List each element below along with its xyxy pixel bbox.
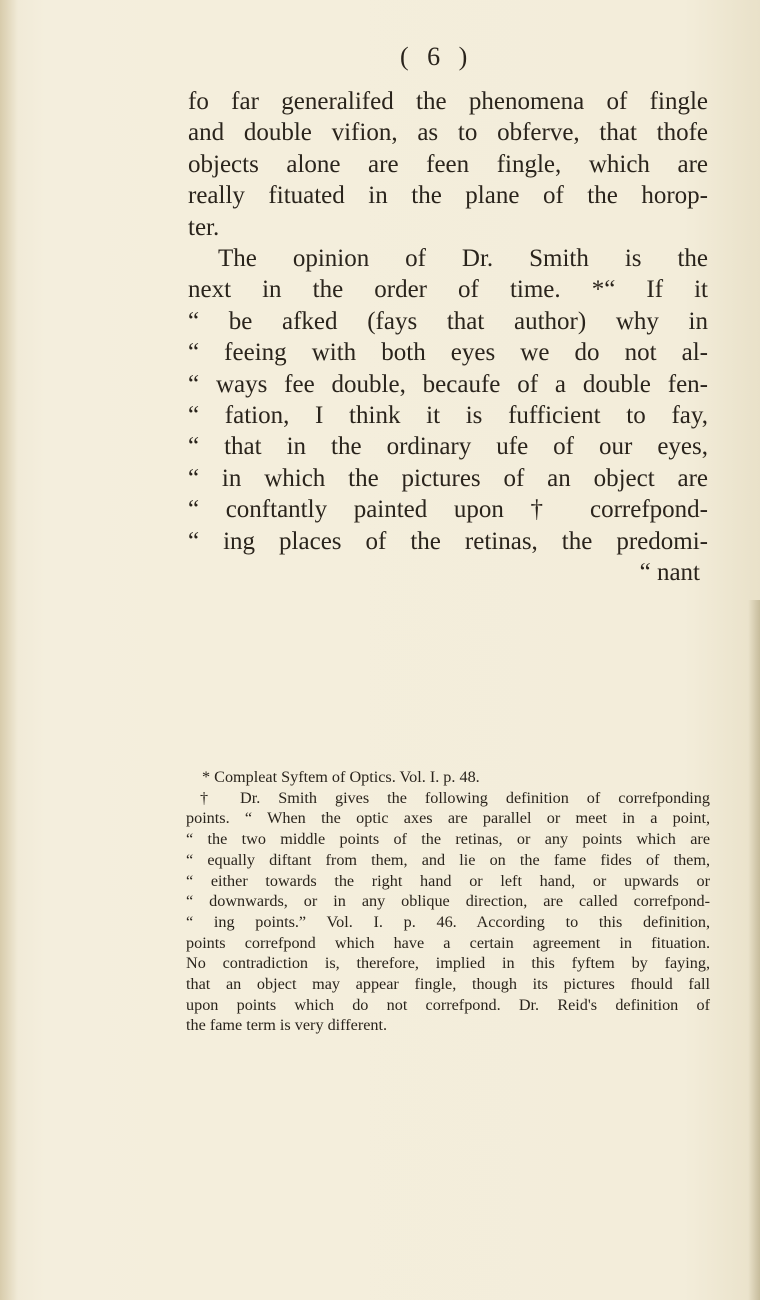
- text-line: “ in which the pictures of an object are: [188, 464, 708, 492]
- text-line: next in the order of time. *“ If it: [188, 276, 708, 304]
- text-line: fo far generalifed the phenomena of fingle: [188, 88, 708, 115]
- footnote-line: † Dr. Smith gives the following definition of correfponding: [200, 788, 710, 807]
- catchword-line: “ nant: [639, 559, 700, 587]
- footnote-line: points. “ When the optic axes are parallel or meet in a point,: [186, 809, 710, 828]
- footnote-line: “ equally diftant from them, and lie on the fame fides of them,: [186, 850, 710, 869]
- text-line: The opinion of Dr. Smith is the: [218, 245, 708, 273]
- text-line: “ be afked (fays that author) why in: [188, 307, 708, 335]
- text-line: “ ways fee double, becaufe of a double fen-: [188, 370, 708, 398]
- text-line: “ feeing with both eyes we do not al-: [188, 339, 708, 367]
- footnotes: [186, 767, 710, 1036]
- footnote-line: “ downwards, or in any oblique direction, are called correfpond-: [186, 892, 710, 911]
- page-number: ( 6 ): [400, 42, 474, 71]
- footnote-line: “ either towards the right hand or left hand, or upwards or: [186, 871, 710, 890]
- text-line: objects alone are feen fingle, which are: [188, 150, 708, 178]
- page-gutter-shadow: [0, 0, 18, 1300]
- footnote-line: “ the two middle points of the retinas, or any points which are: [186, 830, 710, 849]
- footnote-line: “ ing points.” Vol. I. p. 46. According to this definition,: [186, 912, 710, 931]
- text-line: “ conftantly painted upon † correfpond-: [188, 496, 708, 524]
- text-line: “ that in the ordinary ufe of our eyes,: [188, 433, 708, 461]
- footnote-line: No contradiction is, therefore, implied in this fyftem by faying,: [186, 954, 710, 973]
- footnote-line: that an object may appear fingle, though its pictures fhould fall: [186, 975, 710, 994]
- footnote-line: * Compleat Syftem of Optics. Vol. I. p. 48.: [202, 768, 480, 786]
- main-text: [188, 86, 708, 589]
- text-line: ter.: [188, 213, 220, 241]
- text-line: “ fation, I think it is fufficient to fay,: [188, 402, 708, 430]
- footnote-line: upon points which do not correfpond. Dr. Reid's definition of: [186, 995, 710, 1014]
- text-line: “ ing places of the retinas, the predomi-: [188, 527, 708, 555]
- text-line: and double vifion, as to obferve, that thofe: [188, 119, 708, 147]
- footnote-line: points correfpond which have a certain agreement in fituation.: [186, 933, 710, 952]
- page-edge-shadow: [748, 600, 760, 1300]
- footnote-line: the fame term is very different.: [186, 1016, 388, 1035]
- text-line: really fituated in the plane of the horop-: [188, 182, 708, 210]
